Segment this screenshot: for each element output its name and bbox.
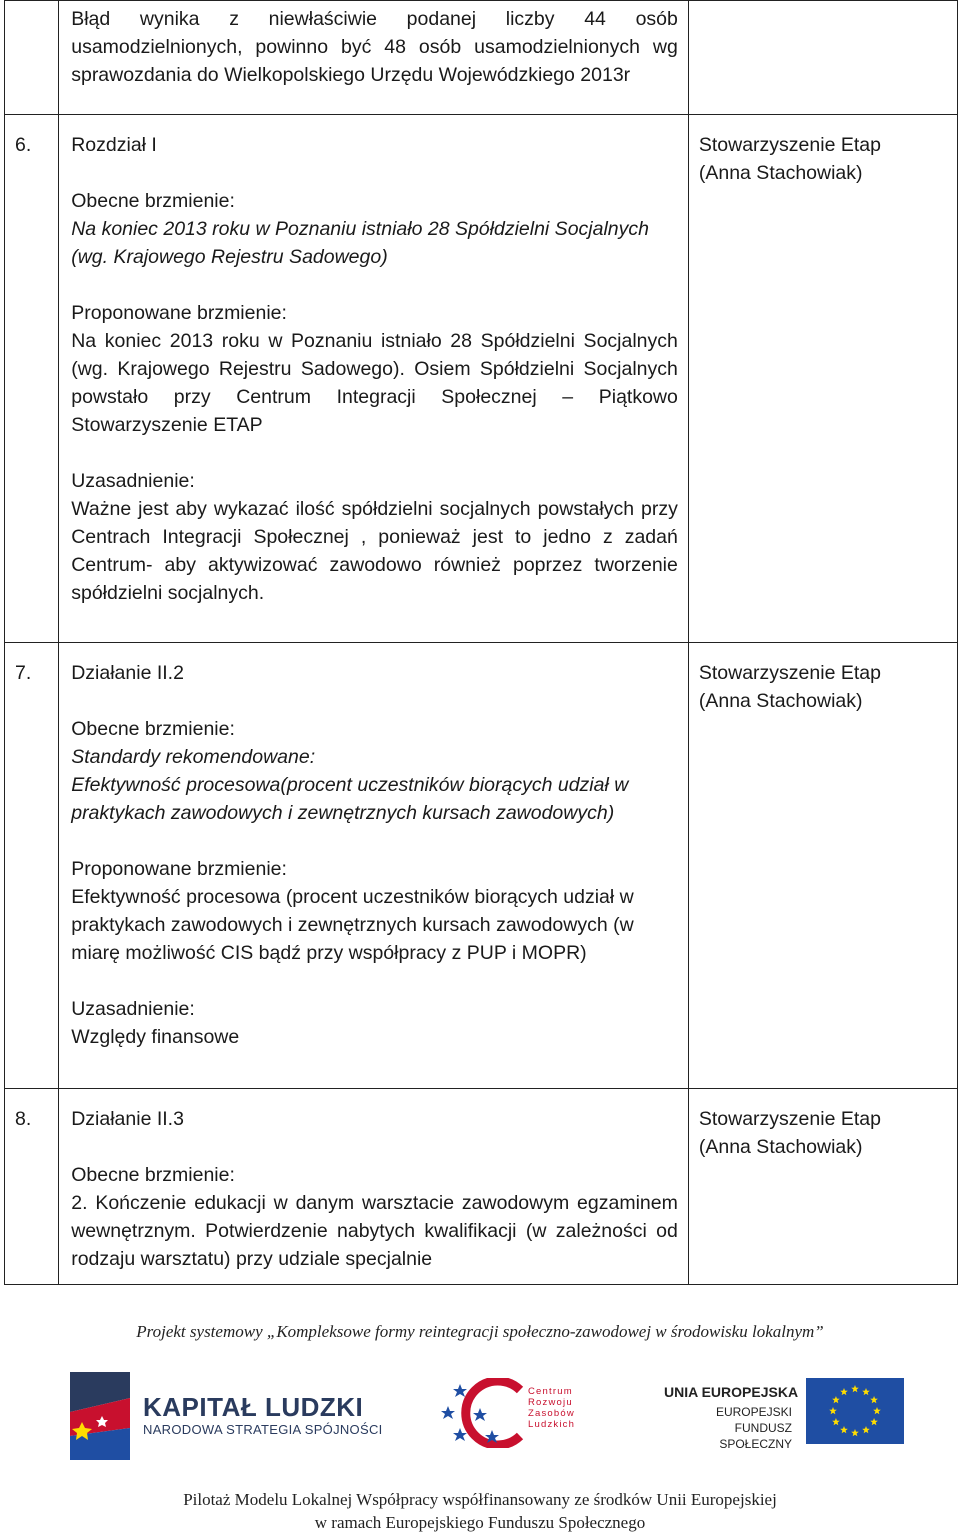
funding-line: Pilotaż Modelu Lokalnej Współpracy współfinansowany ze środków Unii Europejskiej <box>183 1490 777 1509</box>
section-title: Działanie II.3 <box>71 1108 184 1130</box>
reason-label: Uzasadnienie: <box>71 470 195 492</box>
author-cell <box>688 1 957 115</box>
proposed-label: Proponowane brzmienie: <box>71 302 287 324</box>
current-label: Obecne brzmienie: <box>71 718 235 740</box>
table-row <box>5 643 958 1089</box>
kapital-ludzki-title: KAPITAŁ LUDZKI <box>143 1392 364 1422</box>
eu-fund-line: FUNDUSZ SPOŁECZNY <box>719 1421 792 1451</box>
eu-title: UNIA EUROPEJSKA <box>664 1384 799 1400</box>
section-title: Rozdział I <box>71 134 157 156</box>
comment-cell <box>59 643 689 1089</box>
comment-text: Błąd wynika z niewłaściwie podanej liczby 44 osób usamodzielnionych, powinno być 48 osób usamodzielnionych wg sprawozdania do Wielkopolskiego Urzędu Wojewódzkiego 2013r <box>71 8 678 86</box>
funding-note <box>0 1488 960 1534</box>
project-title: Projekt systemowy „Kompleksowe formy reintegracji społeczno-zawodowej w środowisku lokalnym” <box>136 1322 824 1341</box>
author-name: (Anna Stachowiak) <box>698 690 863 712</box>
eu-fund-line: EUROPEJSKI <box>715 1405 792 1419</box>
row-number: 6. <box>5 115 59 643</box>
comment-cell <box>59 115 689 643</box>
author-name: (Anna Stachowiak) <box>698 162 863 184</box>
cis-wordmark <box>528 1386 575 1430</box>
row-number: 8. <box>5 1089 59 1285</box>
eu-fund-name <box>664 1404 792 1452</box>
cis-star-logo-icon <box>440 1378 530 1448</box>
author-name: (Anna Stachowiak) <box>698 1136 863 1158</box>
cis-word: Zasobów <box>528 1408 575 1419</box>
row-number-cell <box>5 1 59 115</box>
table-row <box>5 1089 958 1285</box>
reason-text: Ważne jest aby wykazać ilość spółdzielni socjalnych powstałych przy Centrach Integracji Społecznej , ponieważ jest to jedno z zadań Centrum- aby aktywizować zawodowo również poprzez tworzenie spółdzielni socjalnych. <box>71 498 678 604</box>
logo-bar <box>0 1372 960 1462</box>
table-row <box>5 1 958 115</box>
proposed-label: Proponowane brzmienie: <box>71 858 287 880</box>
comment-cell <box>59 1089 689 1285</box>
cis-word: Ludzkich <box>528 1419 576 1430</box>
proposed-text: Na koniec 2013 roku w Poznaniu istniało 28 Spółdzielni Socjalnych (wg. Krajowego Rejestru Sadowego). Osiem Spółdzielni Socjalnych powstało przy Centrum Integracji Społecznej – Piątkowo Stowarzyszenie ETAP <box>71 330 678 436</box>
author-cell <box>688 643 957 1089</box>
eu-flag-icon <box>806 1378 904 1444</box>
kapital-ludzki-emblem-icon <box>68 1372 138 1460</box>
comment-cell <box>59 1 689 115</box>
author-cell <box>688 115 957 643</box>
current-text: Efektywność procesowa(procent uczestników biorących udział w praktykach zawodowych i zewnętrznych kursach zawodowych) <box>71 774 629 824</box>
organization-name: Stowarzyszenie Etap <box>698 662 881 684</box>
kapital-ludzki-subtitle: NARODOWA STRATEGIA SPÓJNOŚCI <box>143 1422 383 1437</box>
organization-name: Stowarzyszenie Etap <box>698 1108 881 1130</box>
proposed-text: Efektywność procesowa (procent uczestników biorących udział w praktykach zawodowych i zewnętrznych kursach zawodowych (w miarę możliwość CIS bądź przy współpracy z PUP i MOPR) <box>71 886 634 964</box>
current-text: Na koniec 2013 roku w Poznaniu istniało 28 Spółdzielni Socjalnych (wg. Krajowego Rejestru Sadowego) <box>71 218 649 268</box>
author-cell <box>688 1089 957 1285</box>
table-row <box>5 115 958 643</box>
current-text: 2. Kończenie edukacji w danym warsztacie zawodowym egzaminem wewnętrznym. Potwierdzenie nabytych kwalifikacji (w zależności od rodzaju warsztatu) przy udziale specjalnie <box>71 1192 678 1270</box>
section-title: Działanie II.2 <box>71 662 184 684</box>
row-number: 7. <box>5 643 59 1089</box>
cis-word: Rozwoju <box>528 1397 573 1408</box>
current-label: Obecne brzmienie: <box>71 1164 235 1186</box>
current-label: Obecne brzmienie: <box>71 190 235 212</box>
reason-text: Względy finansowe <box>71 1026 240 1048</box>
organization-name: Stowarzyszenie Etap <box>698 134 881 156</box>
funding-line: w ramach Europejskiego Funduszu Społecznego <box>314 1513 646 1532</box>
cis-word: Centrum <box>528 1386 573 1397</box>
current-subtitle: Standardy rekomendowane: <box>71 746 316 768</box>
reason-label: Uzasadnienie: <box>71 998 195 1020</box>
comments-table <box>4 0 958 1285</box>
